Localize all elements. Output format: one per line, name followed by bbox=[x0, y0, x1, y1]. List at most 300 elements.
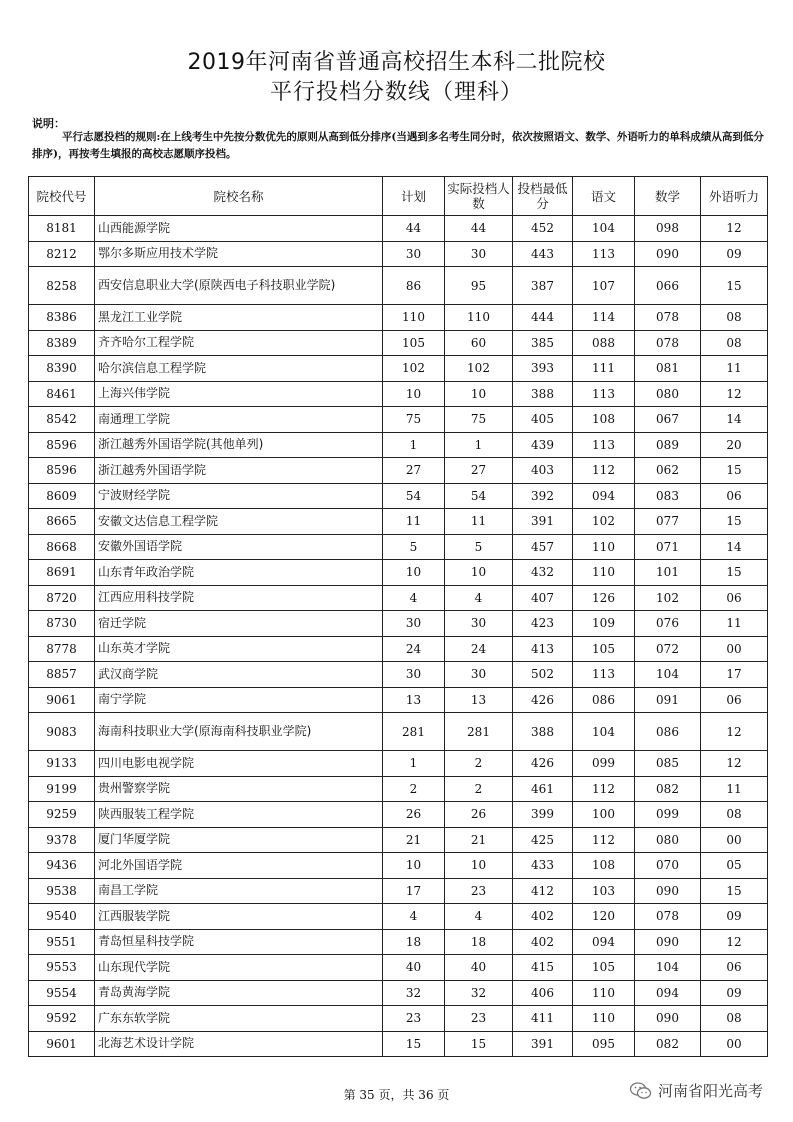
table-row bbox=[29, 827, 768, 853]
cell-math: 090 bbox=[635, 929, 701, 955]
cell-chinese: 104 bbox=[573, 216, 635, 242]
cell-min-score: 407 bbox=[513, 585, 573, 611]
cell-math: 083 bbox=[635, 483, 701, 509]
cell-school-name: 江西应用科技学院 bbox=[95, 585, 383, 611]
cell-listening: 20 bbox=[701, 432, 768, 458]
cell-listening: 00 bbox=[701, 1031, 768, 1057]
cell-listening: 11 bbox=[701, 611, 768, 637]
cell-math: 104 bbox=[635, 662, 701, 688]
table-row bbox=[29, 636, 768, 662]
table-row bbox=[29, 904, 768, 930]
cell-min-score: 443 bbox=[513, 241, 573, 267]
cell-school-name: 黑龙江工业学院 bbox=[95, 305, 383, 331]
cell-actual-count: 75 bbox=[445, 407, 513, 433]
cell-listening: 11 bbox=[701, 356, 768, 382]
cell-min-score: 411 bbox=[513, 1006, 573, 1032]
table-row bbox=[29, 878, 768, 904]
cell-math: 090 bbox=[635, 1006, 701, 1032]
cell-actual-count: 13 bbox=[445, 687, 513, 713]
wechat-source bbox=[630, 1080, 763, 1101]
cell-chinese: 108 bbox=[573, 853, 635, 879]
cell-actual-count: 44 bbox=[445, 216, 513, 242]
cell-plan: 30 bbox=[383, 611, 445, 637]
cell-school-code: 9601 bbox=[29, 1031, 95, 1057]
cell-chinese: 110 bbox=[573, 534, 635, 560]
cell-school-name: 青岛黄海学院 bbox=[95, 980, 383, 1006]
cell-listening: 15 bbox=[701, 267, 768, 305]
cell-chinese: 086 bbox=[573, 687, 635, 713]
cell-school-code: 8609 bbox=[29, 483, 95, 509]
cell-listening: 05 bbox=[701, 853, 768, 879]
cell-plan: 86 bbox=[383, 267, 445, 305]
cell-school-name: 哈尔滨信息工程学院 bbox=[95, 356, 383, 382]
cell-listening: 12 bbox=[701, 381, 768, 407]
cell-plan: 102 bbox=[383, 356, 445, 382]
cell-chinese: 105 bbox=[573, 955, 635, 981]
table-row bbox=[29, 1006, 768, 1032]
cell-actual-count: 10 bbox=[445, 560, 513, 586]
cell-actual-count: 95 bbox=[445, 267, 513, 305]
cell-min-score: 425 bbox=[513, 827, 573, 853]
cell-chinese: 110 bbox=[573, 560, 635, 586]
table-row bbox=[29, 534, 768, 560]
cell-plan: 105 bbox=[383, 330, 445, 356]
cell-plan: 24 bbox=[383, 636, 445, 662]
cell-chinese: 088 bbox=[573, 330, 635, 356]
header-min-score: 投档最低分 bbox=[513, 177, 573, 216]
cell-listening: 15 bbox=[701, 509, 768, 535]
cell-school-code: 8720 bbox=[29, 585, 95, 611]
cell-plan: 40 bbox=[383, 955, 445, 981]
cell-plan: 18 bbox=[383, 929, 445, 955]
cell-min-score: 444 bbox=[513, 305, 573, 331]
cell-math: 090 bbox=[635, 241, 701, 267]
cell-plan: 23 bbox=[383, 1006, 445, 1032]
cell-math: 091 bbox=[635, 687, 701, 713]
cell-chinese: 110 bbox=[573, 1006, 635, 1032]
cell-school-name: 海南科技职业大学(原海南科技职业学院) bbox=[95, 713, 383, 751]
cell-chinese: 112 bbox=[573, 827, 635, 853]
header-chinese: 语文 bbox=[573, 177, 635, 216]
table-row bbox=[29, 305, 768, 331]
cell-plan: 4 bbox=[383, 585, 445, 611]
cell-actual-count: 281 bbox=[445, 713, 513, 751]
cell-school-name: 四川电影电视学院 bbox=[95, 751, 383, 777]
header-math: 数学 bbox=[635, 177, 701, 216]
cell-actual-count: 54 bbox=[445, 483, 513, 509]
cell-math: 077 bbox=[635, 509, 701, 535]
cell-school-name: 广东东软学院 bbox=[95, 1006, 383, 1032]
cell-listening: 06 bbox=[701, 585, 768, 611]
cell-school-name: 宿迁学院 bbox=[95, 611, 383, 637]
cell-min-score: 412 bbox=[513, 878, 573, 904]
cell-plan: 110 bbox=[383, 305, 445, 331]
table-row bbox=[29, 687, 768, 713]
cell-math: 066 bbox=[635, 267, 701, 305]
cell-math: 089 bbox=[635, 432, 701, 458]
table-row bbox=[29, 751, 768, 777]
cell-school-code: 9061 bbox=[29, 687, 95, 713]
table-row bbox=[29, 458, 768, 484]
cell-school-name: 安徽文达信息工程学院 bbox=[95, 509, 383, 535]
cell-actual-count: 11 bbox=[445, 509, 513, 535]
cell-min-score: 385 bbox=[513, 330, 573, 356]
table-row bbox=[29, 662, 768, 688]
table-row bbox=[29, 407, 768, 433]
table-row bbox=[29, 802, 768, 828]
cell-chinese: 107 bbox=[573, 267, 635, 305]
table-row bbox=[29, 330, 768, 356]
cell-min-score: 433 bbox=[513, 853, 573, 879]
table-row bbox=[29, 483, 768, 509]
cell-math: 080 bbox=[635, 381, 701, 407]
cell-min-score: 387 bbox=[513, 267, 573, 305]
table-row bbox=[29, 267, 768, 305]
table-row bbox=[29, 713, 768, 751]
cell-listening: 08 bbox=[701, 305, 768, 331]
admission-score-table bbox=[28, 176, 768, 1057]
table-row bbox=[29, 955, 768, 981]
cell-min-score: 461 bbox=[513, 776, 573, 802]
cell-chinese: 094 bbox=[573, 483, 635, 509]
cell-listening: 09 bbox=[701, 980, 768, 1006]
table-header-row bbox=[29, 177, 768, 216]
cell-actual-count: 4 bbox=[445, 585, 513, 611]
cell-plan: 10 bbox=[383, 853, 445, 879]
cell-school-code: 9538 bbox=[29, 878, 95, 904]
cell-math: 098 bbox=[635, 216, 701, 242]
table-row bbox=[29, 929, 768, 955]
cell-school-code: 8691 bbox=[29, 560, 95, 586]
table-row bbox=[29, 432, 768, 458]
cell-math: 094 bbox=[635, 980, 701, 1006]
cell-chinese: 105 bbox=[573, 636, 635, 662]
cell-school-code: 9259 bbox=[29, 802, 95, 828]
cell-min-score: 426 bbox=[513, 751, 573, 777]
cell-math: 101 bbox=[635, 560, 701, 586]
cell-actual-count: 15 bbox=[445, 1031, 513, 1057]
cell-math: 090 bbox=[635, 878, 701, 904]
cell-listening: 09 bbox=[701, 241, 768, 267]
cell-actual-count: 60 bbox=[445, 330, 513, 356]
cell-listening: 08 bbox=[701, 1006, 768, 1032]
cell-plan: 27 bbox=[383, 458, 445, 484]
cell-school-code: 9540 bbox=[29, 904, 95, 930]
table-row bbox=[29, 509, 768, 535]
document-title-line1: 2019年河南省普通高校招生本科二批院校 bbox=[187, 50, 606, 75]
cell-min-score: 406 bbox=[513, 980, 573, 1006]
cell-school-name: 安徽外国语学院 bbox=[95, 534, 383, 560]
cell-chinese: 120 bbox=[573, 904, 635, 930]
cell-actual-count: 2 bbox=[445, 776, 513, 802]
wechat-icon bbox=[630, 1082, 652, 1100]
cell-school-code: 8730 bbox=[29, 611, 95, 637]
cell-min-score: 413 bbox=[513, 636, 573, 662]
cell-math: 062 bbox=[635, 458, 701, 484]
cell-math: 081 bbox=[635, 356, 701, 382]
cell-actual-count: 30 bbox=[445, 662, 513, 688]
cell-min-score: 393 bbox=[513, 356, 573, 382]
cell-school-code: 8542 bbox=[29, 407, 95, 433]
cell-school-name: 南宁学院 bbox=[95, 687, 383, 713]
document-title-line2: 平行投档分数线（理科） bbox=[269, 80, 523, 105]
cell-school-code: 9592 bbox=[29, 1006, 95, 1032]
cell-math: 072 bbox=[635, 636, 701, 662]
cell-actual-count: 32 bbox=[445, 980, 513, 1006]
cell-actual-count: 21 bbox=[445, 827, 513, 853]
table-row bbox=[29, 356, 768, 382]
cell-school-code: 9436 bbox=[29, 853, 95, 879]
cell-school-code: 9554 bbox=[29, 980, 95, 1006]
cell-school-code: 8778 bbox=[29, 636, 95, 662]
cell-min-score: 388 bbox=[513, 713, 573, 751]
cell-chinese: 094 bbox=[573, 929, 635, 955]
cell-actual-count: 23 bbox=[445, 878, 513, 904]
cell-listening: 08 bbox=[701, 330, 768, 356]
cell-chinese: 113 bbox=[573, 432, 635, 458]
cell-school-code: 8258 bbox=[29, 267, 95, 305]
cell-listening: 17 bbox=[701, 662, 768, 688]
cell-school-name: 浙江越秀外国语学院(其他单列) bbox=[95, 432, 383, 458]
cell-chinese: 112 bbox=[573, 776, 635, 802]
cell-school-name: 鄂尔多斯应用技术学院 bbox=[95, 241, 383, 267]
cell-chinese: 114 bbox=[573, 305, 635, 331]
cell-school-code: 8212 bbox=[29, 241, 95, 267]
cell-math: 082 bbox=[635, 776, 701, 802]
cell-school-name: 上海兴伟学院 bbox=[95, 381, 383, 407]
cell-math: 102 bbox=[635, 585, 701, 611]
cell-listening: 12 bbox=[701, 751, 768, 777]
cell-school-name: 江西服装学院 bbox=[95, 904, 383, 930]
table-row bbox=[29, 241, 768, 267]
cell-plan: 17 bbox=[383, 878, 445, 904]
cell-school-name: 南昌工学院 bbox=[95, 878, 383, 904]
cell-math: 076 bbox=[635, 611, 701, 637]
cell-school-code: 8665 bbox=[29, 509, 95, 535]
cell-school-name: 山东英才学院 bbox=[95, 636, 383, 662]
table-row bbox=[29, 1031, 768, 1057]
table-row bbox=[29, 381, 768, 407]
header-plan: 计划 bbox=[383, 177, 445, 216]
cell-min-score: 423 bbox=[513, 611, 573, 637]
cell-actual-count: 18 bbox=[445, 929, 513, 955]
table-body bbox=[29, 216, 768, 1057]
cell-school-code: 8596 bbox=[29, 458, 95, 484]
cell-math: 085 bbox=[635, 751, 701, 777]
cell-plan: 30 bbox=[383, 662, 445, 688]
cell-actual-count: 23 bbox=[445, 1006, 513, 1032]
header-actual-count: 实际投档人数 bbox=[445, 177, 513, 216]
header-listening: 外语听力 bbox=[701, 177, 768, 216]
cell-plan: 15 bbox=[383, 1031, 445, 1057]
cell-actual-count: 10 bbox=[445, 853, 513, 879]
cell-actual-count: 30 bbox=[445, 611, 513, 637]
cell-plan: 11 bbox=[383, 509, 445, 535]
cell-listening: 00 bbox=[701, 827, 768, 853]
cell-school-code: 8596 bbox=[29, 432, 95, 458]
cell-actual-count: 10 bbox=[445, 381, 513, 407]
cell-listening: 12 bbox=[701, 216, 768, 242]
wechat-account-name: 河南省阳光高考 bbox=[657, 1082, 763, 1100]
table-row bbox=[29, 585, 768, 611]
cell-min-score: 402 bbox=[513, 929, 573, 955]
cell-actual-count: 24 bbox=[445, 636, 513, 662]
cell-listening: 08 bbox=[701, 802, 768, 828]
cell-chinese: 126 bbox=[573, 585, 635, 611]
cell-school-code: 8389 bbox=[29, 330, 95, 356]
cell-school-name: 山东现代学院 bbox=[95, 955, 383, 981]
cell-listening: 00 bbox=[701, 636, 768, 662]
cell-listening: 12 bbox=[701, 929, 768, 955]
cell-chinese: 104 bbox=[573, 713, 635, 751]
cell-school-name: 齐齐哈尔工程学院 bbox=[95, 330, 383, 356]
cell-min-score: 415 bbox=[513, 955, 573, 981]
cell-listening: 15 bbox=[701, 560, 768, 586]
table-row bbox=[29, 776, 768, 802]
cell-plan: 32 bbox=[383, 980, 445, 1006]
cell-school-name: 浙江越秀外国语学院 bbox=[95, 458, 383, 484]
cell-math: 086 bbox=[635, 713, 701, 751]
cell-min-score: 399 bbox=[513, 802, 573, 828]
header-school-code: 院校代号 bbox=[29, 177, 95, 216]
cell-chinese: 111 bbox=[573, 356, 635, 382]
table-row bbox=[29, 611, 768, 637]
cell-chinese: 113 bbox=[573, 381, 635, 407]
cell-plan: 13 bbox=[383, 687, 445, 713]
cell-min-score: 439 bbox=[513, 432, 573, 458]
cell-math: 078 bbox=[635, 305, 701, 331]
cell-min-score: 405 bbox=[513, 407, 573, 433]
cell-listening: 09 bbox=[701, 904, 768, 930]
cell-actual-count: 26 bbox=[445, 802, 513, 828]
cell-plan: 5 bbox=[383, 534, 445, 560]
cell-chinese: 108 bbox=[573, 407, 635, 433]
cell-plan: 21 bbox=[383, 827, 445, 853]
cell-chinese: 102 bbox=[573, 509, 635, 535]
cell-plan: 10 bbox=[383, 381, 445, 407]
cell-math: 082 bbox=[635, 1031, 701, 1057]
cell-actual-count: 30 bbox=[445, 241, 513, 267]
cell-listening: 12 bbox=[701, 713, 768, 751]
cell-actual-count: 2 bbox=[445, 751, 513, 777]
table-row bbox=[29, 560, 768, 586]
cell-school-code: 8461 bbox=[29, 381, 95, 407]
cell-min-score: 403 bbox=[513, 458, 573, 484]
cell-chinese: 100 bbox=[573, 802, 635, 828]
cell-min-score: 502 bbox=[513, 662, 573, 688]
cell-school-name: 北海艺术设计学院 bbox=[95, 1031, 383, 1057]
cell-plan: 30 bbox=[383, 241, 445, 267]
cell-plan: 1 bbox=[383, 751, 445, 777]
cell-listening: 15 bbox=[701, 878, 768, 904]
table-row bbox=[29, 853, 768, 879]
cell-plan: 2 bbox=[383, 776, 445, 802]
cell-math: 078 bbox=[635, 904, 701, 930]
header-school-name: 院校名称 bbox=[95, 177, 383, 216]
cell-school-code: 8390 bbox=[29, 356, 95, 382]
cell-chinese: 109 bbox=[573, 611, 635, 637]
cell-min-score: 452 bbox=[513, 216, 573, 242]
cell-plan: 10 bbox=[383, 560, 445, 586]
cell-school-code: 8181 bbox=[29, 216, 95, 242]
cell-school-name: 山西能源学院 bbox=[95, 216, 383, 242]
cell-school-name: 厦门华厦学院 bbox=[95, 827, 383, 853]
cell-school-code: 9083 bbox=[29, 713, 95, 751]
cell-actual-count: 1 bbox=[445, 432, 513, 458]
cell-school-name: 青岛恒星科技学院 bbox=[95, 929, 383, 955]
cell-min-score: 402 bbox=[513, 904, 573, 930]
cell-listening: 14 bbox=[701, 534, 768, 560]
cell-school-code: 9133 bbox=[29, 751, 95, 777]
cell-actual-count: 102 bbox=[445, 356, 513, 382]
cell-chinese: 110 bbox=[573, 980, 635, 1006]
cell-min-score: 392 bbox=[513, 483, 573, 509]
cell-chinese: 112 bbox=[573, 458, 635, 484]
cell-school-name: 贵州警察学院 bbox=[95, 776, 383, 802]
cell-plan: 54 bbox=[383, 483, 445, 509]
cell-chinese: 103 bbox=[573, 878, 635, 904]
cell-plan: 26 bbox=[383, 802, 445, 828]
cell-min-score: 457 bbox=[513, 534, 573, 560]
cell-plan: 281 bbox=[383, 713, 445, 751]
cell-listening: 14 bbox=[701, 407, 768, 433]
cell-chinese: 113 bbox=[573, 241, 635, 267]
cell-listening: 15 bbox=[701, 458, 768, 484]
cell-school-name: 山东青年政治学院 bbox=[95, 560, 383, 586]
cell-listening: 06 bbox=[701, 687, 768, 713]
cell-school-code: 9553 bbox=[29, 955, 95, 981]
cell-school-name: 宁波财经学院 bbox=[95, 483, 383, 509]
cell-math: 070 bbox=[635, 853, 701, 879]
cell-plan: 4 bbox=[383, 904, 445, 930]
cell-math: 099 bbox=[635, 802, 701, 828]
cell-chinese: 095 bbox=[573, 1031, 635, 1057]
cell-actual-count: 40 bbox=[445, 955, 513, 981]
cell-school-name: 西安信息职业大学(原陕西电子科技职业学院) bbox=[95, 267, 383, 305]
cell-plan: 1 bbox=[383, 432, 445, 458]
table-row bbox=[29, 980, 768, 1006]
cell-listening: 11 bbox=[701, 776, 768, 802]
cell-math: 078 bbox=[635, 330, 701, 356]
cell-plan: 75 bbox=[383, 407, 445, 433]
cell-min-score: 391 bbox=[513, 1031, 573, 1057]
note-label: 说明： bbox=[32, 117, 65, 130]
cell-math: 067 bbox=[635, 407, 701, 433]
cell-school-code: 9378 bbox=[29, 827, 95, 853]
cell-school-code: 9199 bbox=[29, 776, 95, 802]
cell-school-code: 8857 bbox=[29, 662, 95, 688]
cell-actual-count: 110 bbox=[445, 305, 513, 331]
cell-actual-count: 5 bbox=[445, 534, 513, 560]
cell-math: 104 bbox=[635, 955, 701, 981]
cell-school-name: 南通理工学院 bbox=[95, 407, 383, 433]
cell-plan: 44 bbox=[383, 216, 445, 242]
cell-school-code: 8386 bbox=[29, 305, 95, 331]
table-row bbox=[29, 216, 768, 242]
cell-school-code: 8668 bbox=[29, 534, 95, 560]
cell-school-name: 武汉商学院 bbox=[95, 662, 383, 688]
cell-math: 080 bbox=[635, 827, 701, 853]
cell-listening: 06 bbox=[701, 955, 768, 981]
cell-chinese: 099 bbox=[573, 751, 635, 777]
cell-actual-count: 4 bbox=[445, 904, 513, 930]
cell-school-name: 河北外国语学院 bbox=[95, 853, 383, 879]
cell-min-score: 432 bbox=[513, 560, 573, 586]
cell-math: 071 bbox=[635, 534, 701, 560]
cell-school-name: 陕西服装工程学院 bbox=[95, 802, 383, 828]
cell-min-score: 426 bbox=[513, 687, 573, 713]
cell-min-score: 388 bbox=[513, 381, 573, 407]
